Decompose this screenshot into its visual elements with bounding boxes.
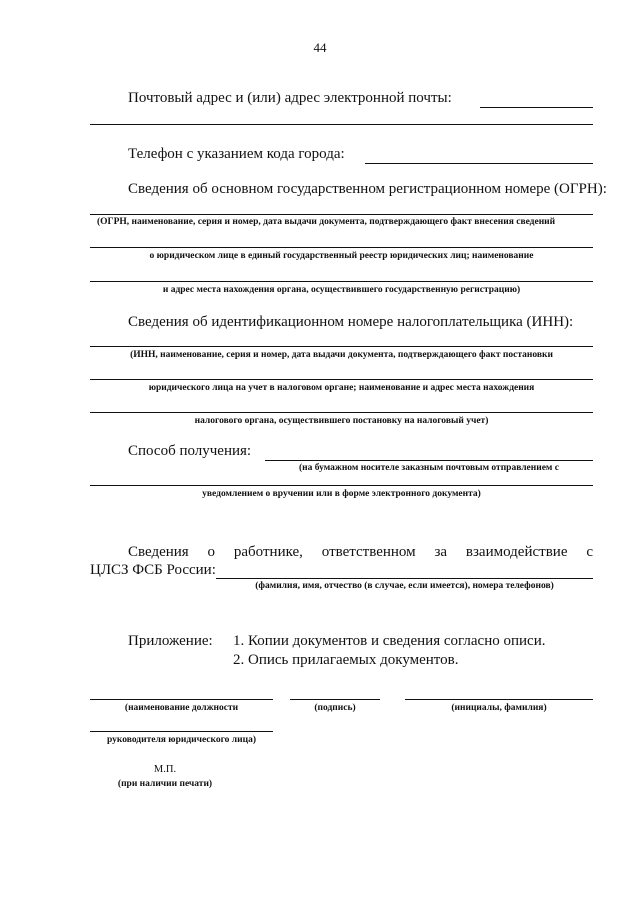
- employee-label-line-2: ЦЛСЗ ФСБ России:: [90, 562, 216, 578]
- position-caption-2: руководителя юридического лица): [106, 735, 256, 745]
- postal-address-line-2[interactable]: [90, 124, 593, 125]
- inn-note-3: налогового органа, осуществившего постановку на налоговый учет): [194, 416, 489, 426]
- signature-line[interactable]: [290, 699, 380, 700]
- employee-line[interactable]: [216, 578, 593, 579]
- postal-address-line[interactable]: [480, 107, 593, 108]
- employee-word-6: взаимодействие: [465, 544, 568, 560]
- phone-label: Телефон с указанием кода города:: [128, 146, 345, 162]
- ogrn-note-1: (ОГРН, наименование, серия и номер, дата выдачи документа, подтверждающего факт внесения сведений: [97, 217, 556, 227]
- ogrn-line-1[interactable]: [90, 214, 593, 215]
- ogrn-line-2[interactable]: [90, 247, 593, 248]
- inn-line-2[interactable]: [90, 379, 593, 380]
- position-caption: (наименование должности: [124, 703, 239, 713]
- inn-line-1[interactable]: [90, 346, 593, 347]
- stamp-note: (при наличии печати): [117, 779, 213, 789]
- employee-word-3: работнике,: [233, 544, 303, 560]
- position-line-2[interactable]: [90, 731, 273, 732]
- phone-line[interactable]: [365, 163, 593, 164]
- method-note-1: (на бумажном носителе заказным почтовым отправлением с: [299, 463, 559, 473]
- attachment-item-2: 2. Опись прилагаемых документов.: [233, 652, 459, 668]
- inn-note-2: юридического лица на учет в налоговом органе; наименование и адрес места нахождения: [148, 383, 535, 393]
- attachment-label: Приложение:: [128, 633, 213, 649]
- method-note-2: уведомлением о вручении или в форме электронного документа): [202, 489, 481, 499]
- signature-caption: (подпись): [314, 703, 356, 713]
- method-line-2[interactable]: [90, 485, 593, 486]
- ogrn-line-3[interactable]: [90, 281, 593, 282]
- stamp-mp: М.П.: [153, 764, 177, 775]
- employee-word-4: ответственном: [321, 544, 416, 560]
- employee-word-2: о: [207, 544, 216, 560]
- employee-label-line-1: [128, 544, 593, 561]
- inn-line-3[interactable]: [90, 412, 593, 413]
- inn-label: Сведения об идентификационном номере налогоплательщика (ИНН):: [128, 314, 574, 330]
- postal-address-label: Почтовый адрес и (или) адрес электронной почты:: [128, 90, 452, 106]
- ogrn-note-2: о юридическом лице в единый государственный реестр юридических лиц; наименование: [149, 251, 534, 261]
- inn-note-1: (ИНН, наименование, серия и номер, дата выдачи документа, подтверждающего факт постановки: [130, 350, 553, 360]
- employee-note: (фамилия, имя, отчество (в случае, если имеется), номера телефонов): [255, 581, 554, 591]
- attachment-item-1: 1. Копии документов и сведения согласно описи.: [233, 633, 546, 649]
- initials-line[interactable]: [405, 699, 593, 700]
- position-line[interactable]: [90, 699, 273, 700]
- ogrn-note-3: и адрес места нахождения органа, осуществившего государственную регистрацию): [162, 285, 521, 295]
- employee-word-5: за: [434, 544, 448, 560]
- page-number: 44: [313, 40, 327, 55]
- ogrn-label: Сведения об основном государственном регистрационном номере (ОГРН):: [128, 181, 607, 197]
- method-label: Способ получения:: [128, 443, 252, 459]
- method-line-1[interactable]: [265, 460, 593, 461]
- employee-word-1: Сведения: [128, 544, 189, 560]
- initials-caption: (инициалы, фамилия): [451, 703, 547, 713]
- employee-word-7: с: [586, 544, 593, 560]
